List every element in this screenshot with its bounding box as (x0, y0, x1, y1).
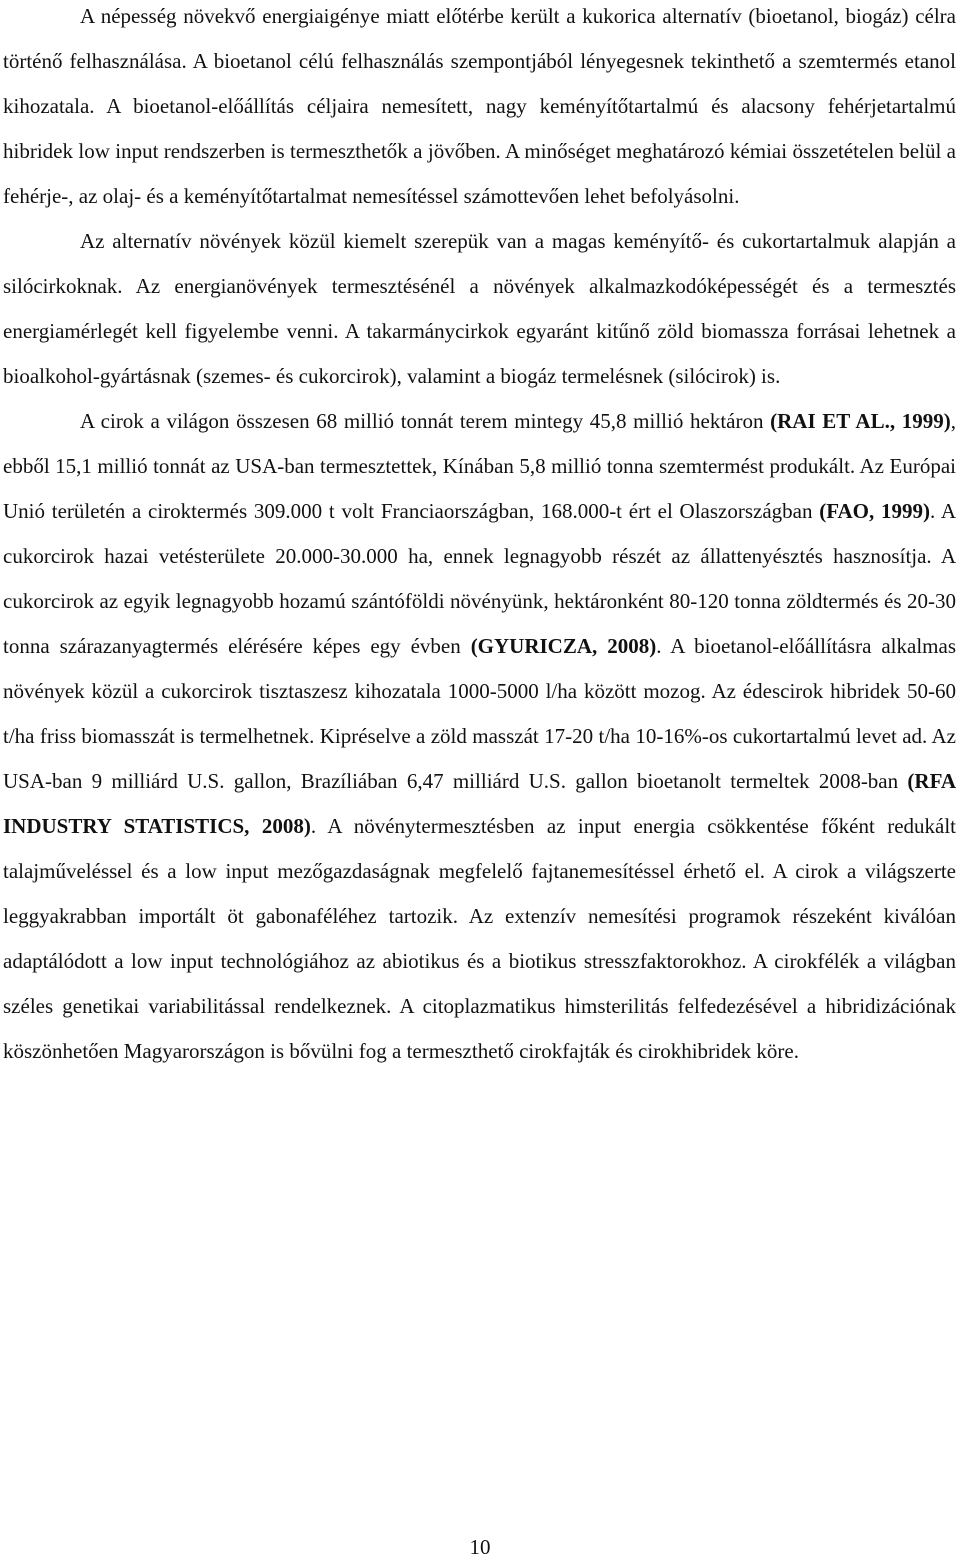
page-number: 10 (469, 1535, 491, 1559)
paragraph-2 (3, 219, 956, 399)
paragraph-1 (3, 0, 956, 219)
citation: (FAO, 1999) (819, 499, 930, 523)
paragraph-3 (3, 399, 956, 1074)
paragraph-text: . A bioetanol-előállításra alkalmas növények közül a cukorcirok tisztaszesz kihozatala 1000-5000 l/ha között mozog. Az édescirok hibridek 50-60 t/ha friss biomasszát is termelhetnek. Kipréselve a zöld masszát 17-20 t/ha 10-16%-os cukortartalmú levet ad. Az USA-ban 9 milliárd U.S. gallon, Brazíliában 6,47 milliárd U.S. gallon bioetanolt termeltek 2008-ban (3, 634, 956, 793)
citation: (RFA INDUSTRY STATISTICS, 2008) (3, 769, 956, 838)
paragraph-text: . A növénytermesztésben az input energia csökkentése főként redukált talajműveléssel és a low input mezőgazdaságnak megfelelő fajtanemesítéssel érhető el. A cirok a világszerte leggyakrabban importált öt gabonaféléhez tartozik. Az extenzív nemesítési programok részeként kiválóan adaptálódott a low input technológiához az abiotikus és a biotikus stresszfaktorokhoz. A cirokfélék a világban széles genetikai variabilitással rendelkeznek. A citoplazmatikus himsterilitás felfedezésével a hibridizációnak köszönhetően Magyarországon is bővülni fog a termeszthető cirokfajták és cirokhibridek köre. (3, 814, 957, 1063)
paragraph-text: Az alternatív növények közül kiemelt szerepük van a magas keményítő- és cukortartalmuk alapján a silócirkoknak. Az energianövények termesztésénél a növények alkalmazkodóképességét és a termesztés energiamérlegét kell figyelembe venni. A takarmánycirkok egyaránt kitűnő zöld biomassza forrásai lehetnek a bioalkohol-gyártásnak (szemes- és cukorcirok), valamint a biogáz termelésnek (silócirok) is. (3, 229, 956, 388)
document-body (3, 0, 956, 1074)
paragraph-text: , ebből 15,1 millió tonnát az USA-ban termesztettek, Kínában 5,8 millió tonna szemtermést produkált. Az Európai Unió területén a ciroktermés 309.000 t volt Franciaországban, 168.000-t ért el Olaszországban (3, 409, 956, 523)
paragraph-text: . A cukorcirok hazai vetésterülete 20.000-30.000 ha, ennek legnagyobb részét az állattenyésztés hasznosítja. A cukorcirok az egyik legnagyobb hozamú szántóföldi növényünk, hektáronként 80-120 tonna zöldtermés és 20-30 tonna szárazanyagtermés elérésére képes egy évben (3, 499, 956, 658)
citation: (GYURICZA, 2008) (470, 634, 657, 658)
citation: (RAI ET AL., 1999) (770, 409, 951, 433)
paragraph-text: A cirok a világon összesen 68 millió tonnát terem mintegy 45,8 millió hektáron (80, 409, 771, 433)
paragraph-text: A népesség növekvő energiaigénye miatt előtérbe került a kukorica alternatív (bioetanol, biogáz) célra történő felhasználása. A bioetanol célú felhasználás szempontjából lényegesnek tekinthető a szemtermés etanol kihozatala. A bioetanol-előállítás céljaira nemesített, nagy keményítőtartalmú és alacsony fehérjetartalmú hibridek low input rendszerben is termeszthetők a jövőben. A minőséget meghatározó kémiai összetételen belül a fehérje-, az olaj- és a keményítőtartalmat nemesítéssel számottevően lehet befolyásolni. (3, 4, 956, 208)
